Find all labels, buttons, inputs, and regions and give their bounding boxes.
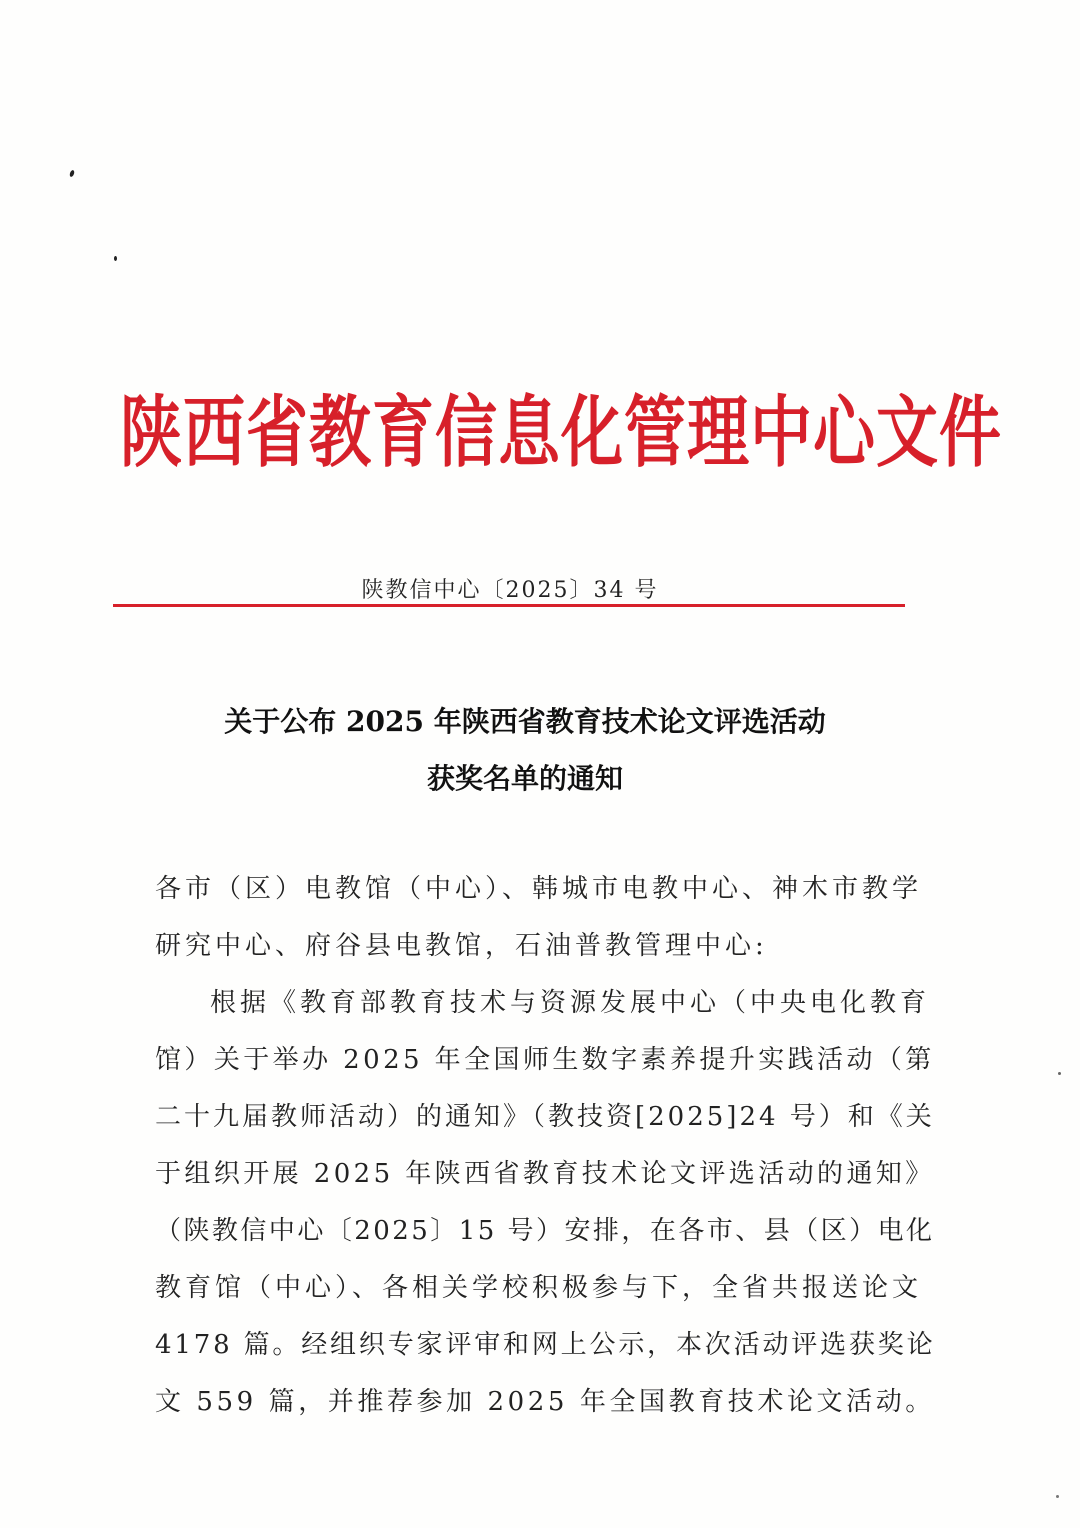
body-line: 文 559 篇，并推荐参加 2025 年全国教育技术论文活动。 (155, 1387, 935, 1417)
body-line: 于组织开展 2025 年陕西省教育技术论文评选活动的通知》 (155, 1159, 935, 1189)
document-number: 陕教信中心〔2025〕34 号 (361, 578, 659, 603)
notice-title-line-1: 关于公布 2025 年陕西省教育技术论文评选活动 (224, 705, 826, 738)
red-divider-line (113, 604, 905, 607)
body-line: 教育馆（中心）、各相关学校积极参与下，全省共报送论文 (155, 1273, 923, 1303)
issuing-authority-title: 陕西省教育信息化管理中心文件 (120, 386, 1003, 478)
body-line: 根据《教育部教育技术与资源发展中心（中央电化教育 (210, 988, 931, 1018)
body-line: 二十九届教师活动）的通知》（教技资[2025]24 号）和《关 (155, 1102, 935, 1132)
body-line: 馆）关于举办 2025 年全国师生数字素养提升实践活动（第 (155, 1045, 935, 1075)
scan-speck (1056, 1495, 1059, 1498)
body-line: 4178 篇。经组织专家评审和网上公示，本次活动评选获奖论 (155, 1330, 936, 1360)
scan-speck (1058, 1072, 1061, 1075)
body-line: 各市（区）电教馆（中心）、韩城市电教中心、神木市教学 (155, 874, 923, 904)
body-line: （陕教信中心〔2025〕15 号）安排，在各市、县（区）电化 (155, 1216, 935, 1246)
notice-title-line-2: 获奖名单的通知 (426, 762, 623, 795)
body-line: 研究中心、府谷县电教馆，石油普教管理中心: (155, 931, 768, 961)
scan-speck (114, 256, 117, 261)
scan-speck (69, 170, 75, 178)
